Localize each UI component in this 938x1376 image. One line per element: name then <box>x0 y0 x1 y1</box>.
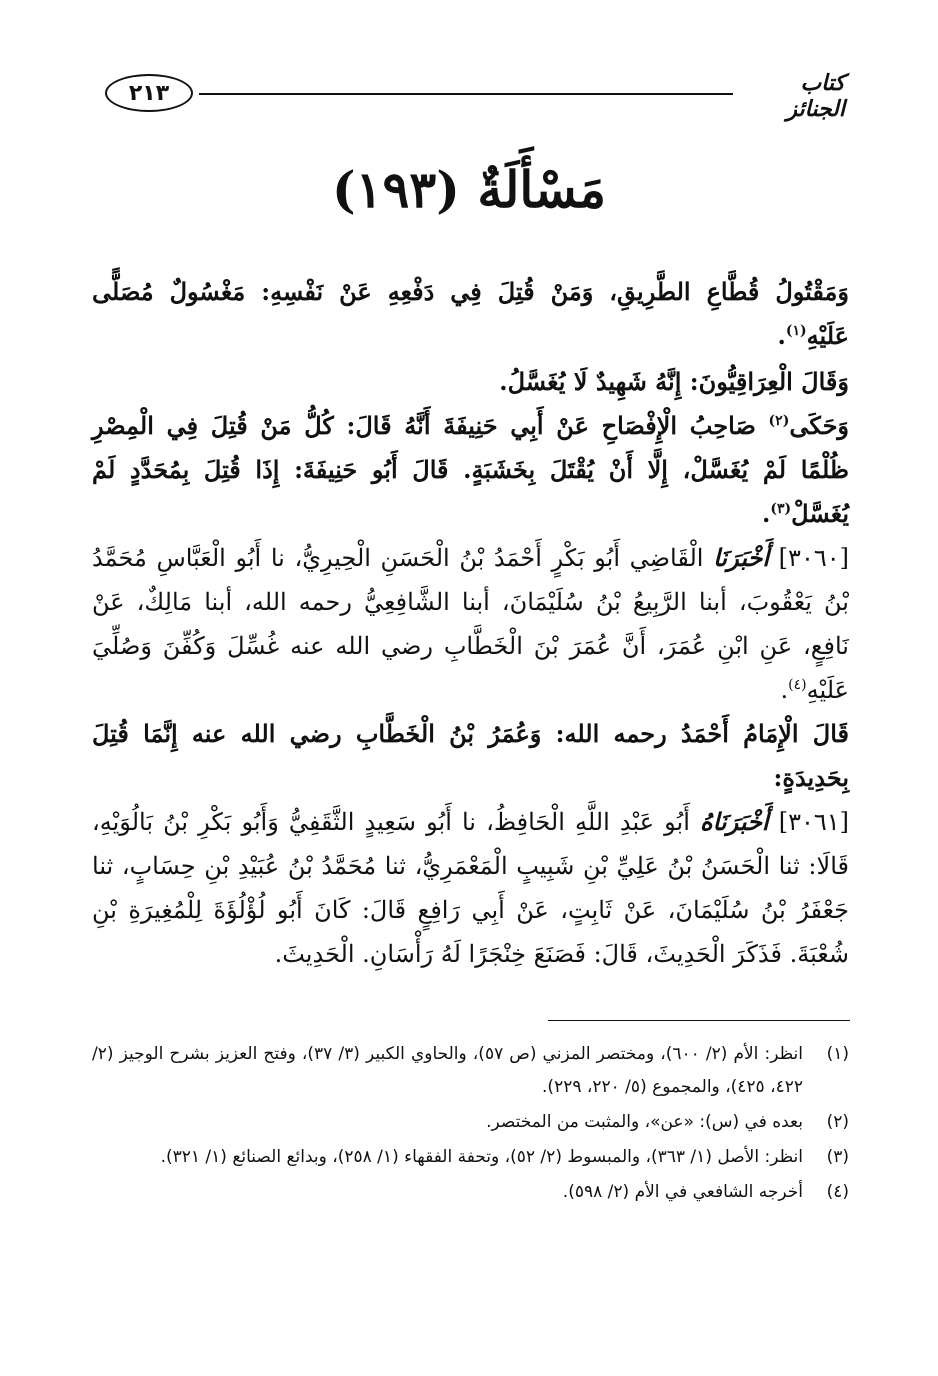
footnote-number: (١) <box>826 1044 849 1064</box>
hadith-text: الْقَاضِي أَبُو بَكْرٍ أَحْمَدُ بْنُ الْحَسَنِ الْحِيرِيُّ، نا أَبُو الْعَبَّاسِ مُحَمَّدُ بْنُ يَعْقُوبَ، أبنا الرَّبِيعُ بْنُ سُلَيْمَانَ، أبنا الشَّافِعِيُّ رحمه الله، أبنا مَالِكٌ، عَنْ نَافِعٍ، عَنِ ابْنِ عُمَرَ، أَنَّ عُمَرَ بْنَ الْخَطَّابِ رضي الله عنه غُسِّلَ وَكُفِّنَ وَصُلِّيَ عَلَيْهِ <box>92 544 849 704</box>
running-book-title: كتاب الجنائز <box>786 70 845 122</box>
footnote-text: انظر: الأصل (١/ ٣٦٣)، والمبسوط (٢/ ٥٢)، وتحفة الفقهاء (١/ ٢٥٨)، وبدائع الصنائع (١/ ٣٢١). <box>160 1147 803 1167</box>
paragraph-ifsah <box>92 404 849 536</box>
page-number-badge <box>105 74 193 112</box>
statement-text: وَمَقْتُولُ قُطَّاعِ الطَّرِيقِ، وَمَنْ قُتِلَ فِي دَفْعِهِ عَنْ نَفْسِهِ: مَغْسُولٌ مُصَلًّى عَلَيْهِ <box>92 277 849 350</box>
footnote-text: أخرجه الشافعي في الأم (٢/ ٥٩٨). <box>562 1182 803 1202</box>
paragraph-ifsah-end: . <box>762 499 771 528</box>
hadith-label: أَخْبَرَنَا <box>713 543 770 572</box>
imam-comment <box>92 712 849 800</box>
hadith-3060 <box>92 536 849 712</box>
footnote-number: (٤) <box>826 1182 849 1202</box>
footnote-ref-4: (٤) <box>788 677 807 693</box>
footnote-separator <box>548 1020 850 1021</box>
paragraph-iraqis: وَقَالَ الْعِرَاقِيُّونَ: إِنَّهُ شَهِيدٌ لَا يُغَسَّلُ. <box>499 367 849 396</box>
section-title: مَسْأَلَةٌ (١٩٣) <box>332 160 606 219</box>
footnote-item <box>92 1141 849 1174</box>
imam-text: رحمه الله: وَعُمَرُ بْنُ الْخَطَّابِ رضي الله عنه إِنَّمَا قُتِلَ بِحَدِيدَةٍ: <box>92 719 849 792</box>
main-text <box>92 360 849 976</box>
footnotes <box>92 1038 849 1211</box>
hadith-number: [٣٠٦٠] <box>769 544 849 572</box>
masala-statement <box>92 270 849 358</box>
footnote-ref-2: (٢) <box>768 413 790 429</box>
page-number: ٢١٣ <box>128 80 170 106</box>
footnote-number: (٢) <box>826 1112 849 1132</box>
imam-label: قَالَ الْإِمَامُ أَحْمَدُ <box>680 719 849 748</box>
footnote-item <box>92 1176 849 1209</box>
header-rule <box>199 93 733 95</box>
hadith-label: أَخْبَرَنَاهُ <box>700 807 769 836</box>
hadith-end: . <box>780 676 789 704</box>
footnote-ref-3: (٣) <box>770 501 792 517</box>
hadith-number: [٣٠٦١] <box>768 808 850 836</box>
page-header <box>95 62 845 122</box>
hadith-text: أَبُو عَبْدِ اللَّهِ الْحَافِظُ، نا أَبُو سَعِيدٍ الثَّقَفِيُّ وَأَبُو بَكْرِ بْنُ بَالُوَيْهِ، قَالَا: ثنا الْحَسَنُ بْنُ عَلِيِّ بْنِ شَبِيبٍ الْمَعْمَرِيُّ، ثنا مُحَمَّدُ بْنُ عُبَيْدِ بْنِ حِسَابٍ، ثنا جَعْفَرُ بْنُ سُلَيْمَانَ، عَنْ ثَابِتٍ، عَنْ أَبِي رَافِعٍ قَالَ: كَانَ أَبُو لُؤْلُؤَةَ لِلْمُغِيرَةِ بْنِ شُعْبَةَ. فَذَكَرَ الْحَدِيثَ، قَالَ: فَصَنَعَ خِنْجَرًا لَهُ رَأْسَانِ. الْحَدِيثَ. <box>92 808 849 968</box>
footnote-text: انظر: الأم (٢/ ٦٠٠)، ومختصر المزني (ص ٥٧)، والحاوي الكبير (٣/ ٣٧)، وفتح العزيز بشرح الوجيز (٢/ ٤٢٢، ٤٢٥)، والمجموع (٥/ ٢٢٠، ٢٢٩). <box>92 1044 803 1097</box>
statement-end: . <box>777 321 786 350</box>
footnote-text: بعده في (س): «عن»، والمثبت من المختصر. <box>486 1112 803 1132</box>
footnote-item <box>92 1038 849 1104</box>
footnote-item <box>92 1106 849 1139</box>
footnote-ref-1: (١) <box>785 323 807 339</box>
paragraph-ifsah-start: وَحَكَى <box>789 411 849 440</box>
paragraph-ifsah-text: صَاحِبُ الْإِفْصَاحِ عَنْ أَبِي حَنِيفَةَ أَنَّهُ قَالَ: كُلُّ مَنْ قُتِلَ فِي الْمِصْرِ ظُلْمًا لَمْ يُغَسَّلْ، إِلَّا أَنْ يُقْتَلَ بِخَشَبَةٍ. قَالَ أَبُو حَنِيفَةَ: إِذَا قُتِلَ بِمُحَدَّدٍ لَمْ يُغَسَّلْ <box>92 411 849 528</box>
hadith-3061 <box>92 800 849 976</box>
footnote-number: (٣) <box>826 1147 849 1167</box>
